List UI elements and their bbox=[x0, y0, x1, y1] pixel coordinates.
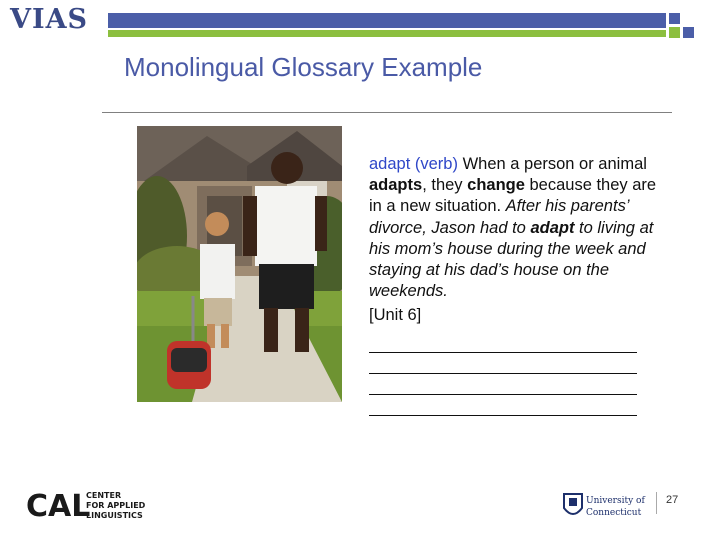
title-divider bbox=[102, 112, 672, 113]
glossary-part-of-speech: (verb) bbox=[414, 155, 458, 173]
example-sentence: After his parents’ divorce, Jason had to bbox=[369, 197, 629, 237]
uconn-text: Connecticut bbox=[586, 508, 642, 518]
example-bold-word: adapt bbox=[530, 218, 575, 237]
header-bar-green bbox=[108, 30, 666, 37]
vias-logo: VIAS bbox=[10, 4, 89, 35]
header-square bbox=[669, 13, 680, 24]
blank-line bbox=[369, 332, 637, 353]
glossary-definition bbox=[369, 154, 659, 302]
uconn-text: University of bbox=[586, 496, 645, 506]
definition-text: because they are in a new situation. bbox=[369, 176, 657, 216]
blank-line bbox=[369, 374, 637, 395]
cal-logo bbox=[26, 488, 156, 529]
glossary-entry bbox=[369, 154, 659, 416]
blank-lines bbox=[369, 332, 659, 416]
blank-line bbox=[369, 353, 637, 374]
definition-text: , they bbox=[422, 176, 468, 195]
bold-word: change bbox=[467, 176, 525, 195]
uconn-logo bbox=[562, 492, 652, 525]
unit-reference: [Unit 6] bbox=[369, 306, 422, 325]
footer-separator bbox=[656, 492, 657, 514]
photo-father-son-walking bbox=[137, 126, 342, 402]
header-square bbox=[683, 27, 694, 38]
glossary-headword: adapt bbox=[369, 155, 411, 173]
example-sentence: to living at his mom’s house during the week and staying at his dad’s house on the weekends. bbox=[369, 218, 654, 301]
slide-title: Monolingual Glossary Example bbox=[124, 52, 483, 82]
cal-mark: CAL bbox=[26, 489, 91, 524]
bold-word: adapts bbox=[369, 176, 423, 195]
page-number: 27 bbox=[666, 494, 679, 506]
header-bar-blue bbox=[108, 13, 666, 28]
cal-text: CENTER bbox=[86, 491, 122, 500]
cal-text: FOR APPLIED bbox=[86, 501, 146, 510]
definition-text: When a person or animal bbox=[457, 155, 647, 173]
header-square bbox=[669, 27, 680, 38]
cal-text: LINGUISTICS bbox=[86, 511, 143, 520]
blank-line bbox=[369, 395, 637, 416]
